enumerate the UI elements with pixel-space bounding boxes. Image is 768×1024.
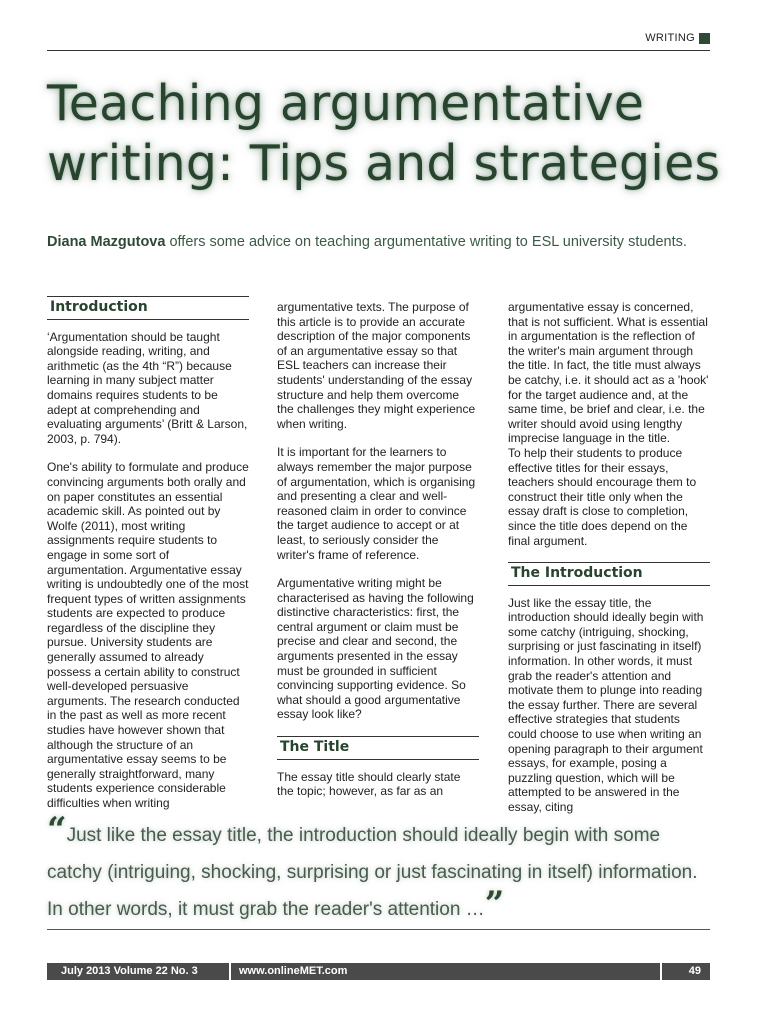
page-footer [47,963,710,980]
paragraph: It is important for the learners to always remember the major purpose of argumentation, which is organising and presenting a clear and well-reasoned claim in order to convince the target audience to accept or at least, to seriously consider the writer's frame of reference. [277,445,476,562]
pull-quote-body: Just like the essay title, the introduction should ideally begin with some catchy (intriguing, shocking, surprising or just fascinating in itself) information. In other words, it must grab the reader's attention … [47,825,698,920]
section-square-icon [699,33,710,44]
section-label [645,32,710,44]
footer-divider [229,963,231,980]
paragraph: Just like the essay title, the introduction should ideally begin with some catchy (intriguing, shocking, surprising or just fascinating in itself) information. In other words, it must grab the reader's attention and motivate them to plunge into reading the essay further. There are several effective strategies that students could choose to use when writing an opening paragraph to their argument essays, for example, posing a puzzling question, which will be attempted to be answered in the essay, citing [508,595,704,814]
standfirst [47,234,737,250]
open-quote-icon: “ [47,810,67,850]
paragraph: ‘Argumentation should be taught alongside reading, writing, and arithmetic (as the 4th “R”) because learning in many subject matter domains requires students to be adept at comprehending and evaluating arguments’ (Britt & Larson, 2003, p. 794). [47,329,248,446]
paragraph: Argumentative writing might be characterised as having the following distinctive characteristics: first, the central argument or claim must be precise and clear and second, the arguments presented in the essay must be grounded in sufficient convincing supporting evidence. So what should a good argumentative essay look like? [277,576,474,722]
column-1 [47,296,249,825]
paragraph: To help their students to produce effective titles for their essays, teachers should encourage them to construct their title only when the essay draft is close to completion, since the title does depend on the final argument. [508,445,697,548]
paragraph: argumentative texts. The purpose of this article is to provide an accurate description of the major components of an argumentative essay so that ESL teachers can increase their students' understanding of the essay structure and help them overcome the challenges they might experience when writing. [277,300,476,431]
pull-quote-text [47,810,710,928]
author-name: Diana Mazgutova [47,234,166,250]
close-quote-icon: ” [484,884,505,924]
column-2 [277,300,479,813]
heading-the-title: The Title [277,736,479,760]
article-title: Teaching argumentative writing: Tips and strategies [47,75,721,192]
page-header [47,28,710,51]
section-label-text: WRITING [645,32,695,44]
heading-introduction: Introduction [47,296,249,320]
pull-quote [47,810,710,930]
website-link[interactable]: www.onlineMET.com [239,965,348,977]
paragraph: argumentative essay is concerned, that is not sufficient. What is essential in argumentation is the reflection of the writer's main argument through the title. In fact, the title must always be catchy, i.e. it should act as a 'hook' for the target audience and, at the same time, be brief and clear, i.e. the writer should avoid using lengthy imprecise language in the title. [508,300,709,446]
heading-the-introduction: The Introduction [508,562,710,586]
standfirst-text: offers some advice on teaching argumentative writing to ESL university students. [165,234,687,250]
issue-info: July 2013 Volume 22 No. 3 [61,965,198,977]
page-number: 49 [688,965,701,977]
footer-divider [660,963,662,980]
paragraph: The essay title should clearly state the topic; however, as far as an [277,769,461,799]
paragraph: One's ability to formulate and produce convincing arguments both orally and on paper constitutes an essential academic skill. As pointed out by Wolfe (2011), most writing assignments require students to engage in some sort of argumentation. Argumentative essay writing is undoubtedly one of the most frequent types of written assignments students are expected to produce regardless of the discipline they pursue. University students are generally assumed to already possess a certain ability to construct well-developed persuasive arguments. The research conducted in the past as well as more recent studies have however shown that although the structure of an argumentative essay seems to be generally straightforward, many students experience considerable difficulties when writing [47,460,249,810]
column-3 [508,300,710,829]
